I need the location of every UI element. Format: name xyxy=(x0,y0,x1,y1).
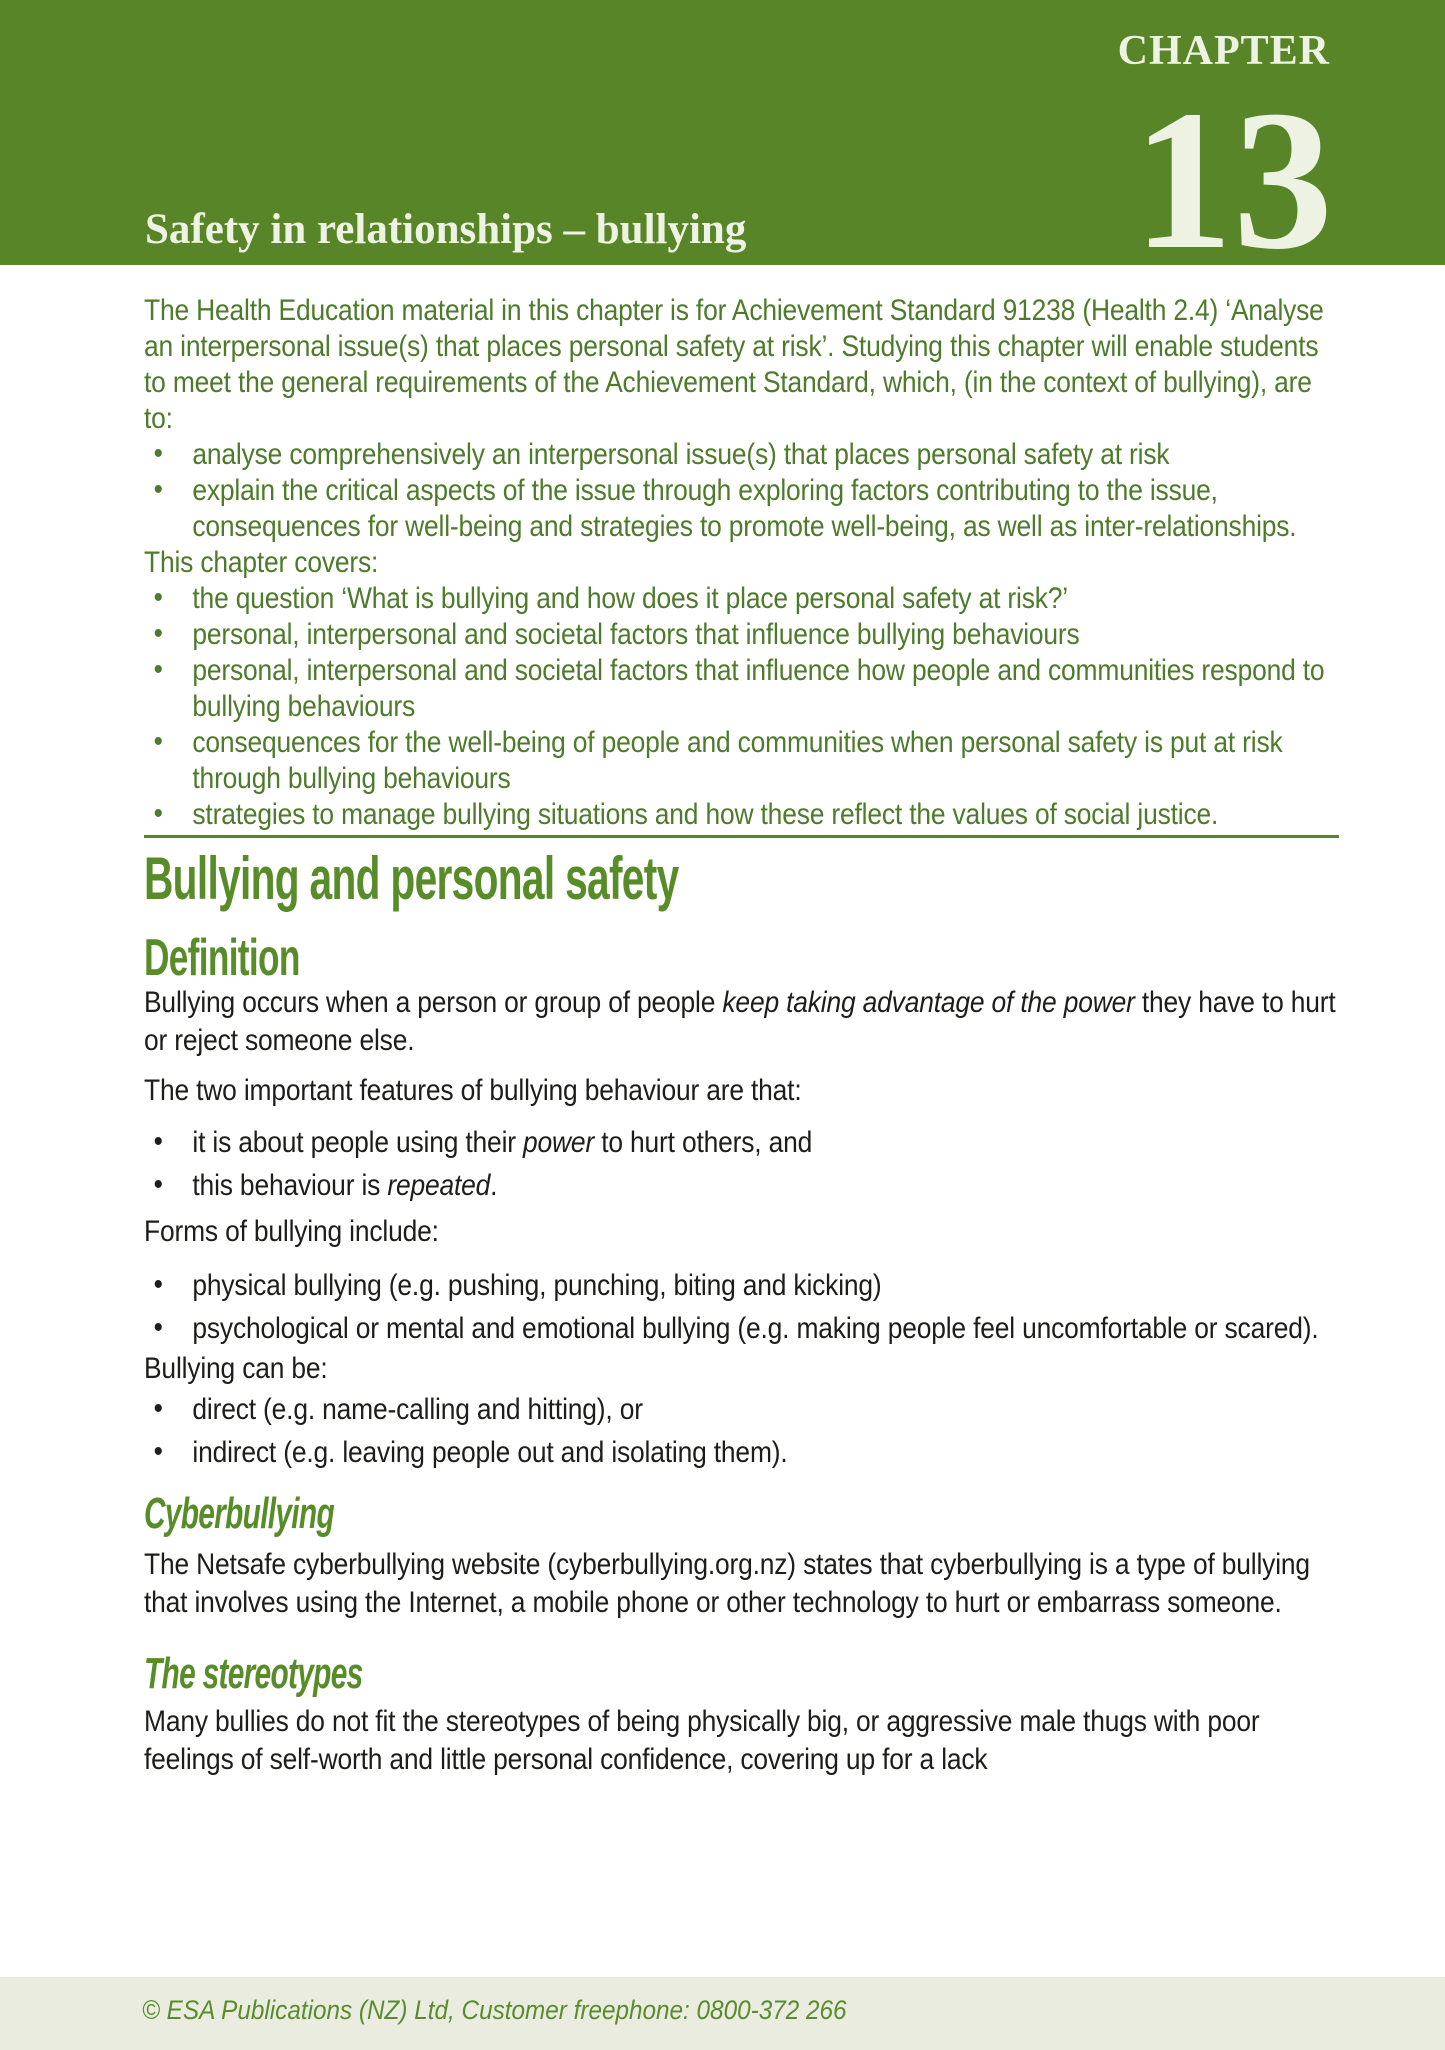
list-item xyxy=(144,1167,1339,1205)
text-run: they have to hurt or reject someone else. xyxy=(144,986,1336,1057)
chapter-banner xyxy=(0,0,1445,291)
emphasis-run: power xyxy=(523,1126,595,1159)
text-run: Bullying occurs when a person or group of people xyxy=(144,986,723,1019)
list-item: • explain the critical aspects of the issue through exploring factors contributing to the issue, consequences for well-being and strategies to promote well-being, as well as inter-relationships. xyxy=(144,473,1339,545)
types-intro-paragraph: Bullying can be: xyxy=(144,1352,328,1385)
list-item xyxy=(144,1124,1339,1162)
covers-label: This chapter covers: xyxy=(144,546,379,579)
chapter-number: 13 xyxy=(1133,70,1333,291)
content-column xyxy=(144,265,1339,1779)
forms-list xyxy=(144,1267,1339,1348)
cyberbullying-heading xyxy=(144,1490,1339,1538)
stereotypes-paragraph: Many bullies do not fit the stereotypes of being physically big, or aggressive male thugs with poor feelings of self-worth and little personal confidence, covering up for a lack xyxy=(144,1705,1260,1776)
list-item: • strategies to manage bullying situations and how these reflect the values of social justice. xyxy=(144,797,1339,833)
text-run: it is about people using their xyxy=(192,1126,524,1159)
definition-heading xyxy=(144,929,1339,987)
chapter-label: CHAPTER xyxy=(1117,28,1330,74)
section-divider xyxy=(144,835,1339,838)
cyberbullying-heading-text: Cyberbullying xyxy=(144,1489,334,1538)
list-item: • physical bullying (e.g. pushing, punching, biting and kicking) xyxy=(144,1267,1339,1305)
definition-heading-text: Definition xyxy=(144,929,300,987)
list-item: • personal, interpersonal and societal factors that influence bullying behaviours xyxy=(144,617,1339,653)
stereotypes-heading-text: The stereotypes xyxy=(144,1649,363,1698)
definition-paragraph xyxy=(144,984,1339,1060)
list-item: • indirect (e.g. leaving people out and isolating them). xyxy=(144,1434,1339,1472)
page-title: Safety in relationships – bullying xyxy=(145,206,747,253)
list-item: • direct (e.g. name-calling and hitting), or xyxy=(144,1391,1339,1429)
list-item: • personal, interpersonal and societal factors that influence how people and communities respond to bullying behaviours xyxy=(144,653,1339,725)
features-intro-paragraph: The two important features of bullying behaviour are that: xyxy=(144,1074,802,1107)
chapter-intro xyxy=(144,265,1339,833)
copyright-text: © ESA Publications (NZ) Ltd, Customer freephone: 0800-372 266 xyxy=(142,1995,847,2025)
text-run: . xyxy=(490,1169,498,1202)
text-run: this behaviour is xyxy=(192,1169,388,1202)
section-title xyxy=(144,845,1339,912)
section-title-text: Bullying and personal safety xyxy=(144,845,679,912)
covers-list xyxy=(144,581,1339,833)
list-item: • analyse comprehensively an interpersonal issue(s) that places personal safety at risk xyxy=(144,437,1339,473)
list-item: • the question ‘What is bullying and how does it place personal safety at risk?’ xyxy=(144,581,1339,617)
stereotypes-heading xyxy=(144,1650,1339,1698)
page-footer xyxy=(0,1977,1445,2050)
objectives-list xyxy=(144,437,1339,545)
types-list xyxy=(144,1391,1339,1472)
list-item: • consequences for the well-being of people and communities when personal safety is put at risk through bullying behaviours xyxy=(144,725,1339,797)
section-body xyxy=(144,845,1339,1779)
emphasis-run: keep taking advantage of the power xyxy=(722,986,1135,1019)
text-run: to hurt others, and xyxy=(594,1126,813,1159)
emphasis-run: repeated xyxy=(387,1169,491,1202)
intro-lead-paragraph: The Health Education material in this chapter is for Achievement Standard 91238 (Health 2.4) ‘Analyse an interpersonal issue(s) that places personal safety at risk’. Studying this chapter will enable students to meet the general requirements of the Achievement Standard, which, (in the context of bullying), are to: xyxy=(144,294,1324,435)
forms-intro-paragraph: Forms of bullying include: xyxy=(144,1215,439,1248)
features-list xyxy=(144,1124,1339,1205)
cyberbullying-paragraph: The Netsafe cyberbullying website (cyberbullying.org.nz) states that cyberbullying is a type of bullying that involves using the Internet, a mobile phone or other technology to hurt or embarrass someone. xyxy=(144,1548,1310,1619)
list-item: • psychological or mental and emotional bullying (e.g. making people feel uncomfortable or scared). xyxy=(144,1310,1339,1348)
